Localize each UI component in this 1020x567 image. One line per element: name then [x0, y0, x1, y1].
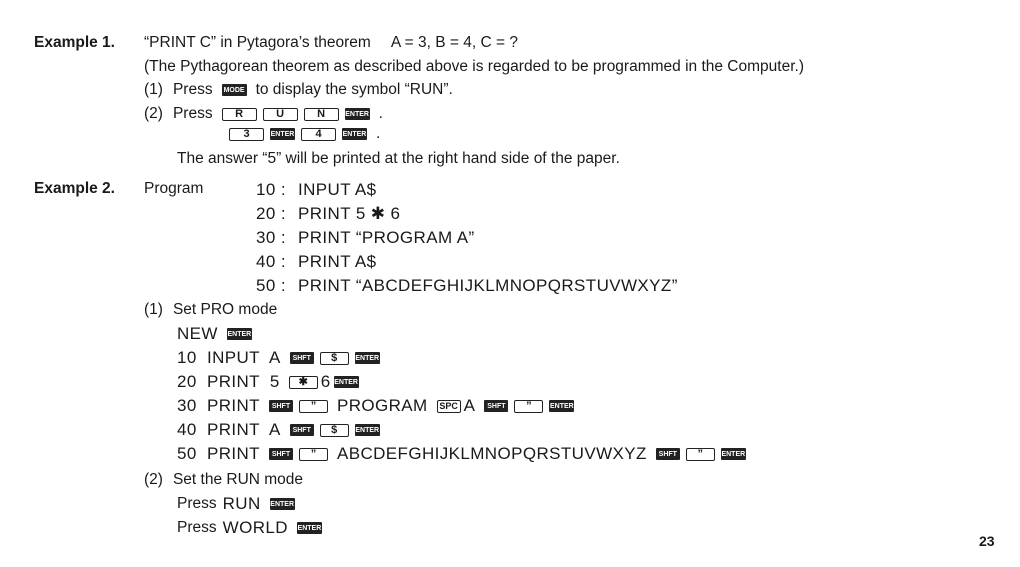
key-line-20: [177, 372, 362, 392]
r-key: R: [222, 108, 257, 121]
press-world-line: [177, 518, 325, 538]
line30-program: PROGRAM: [336, 396, 428, 415]
step-number: (1): [144, 81, 163, 98]
shift-key: SHFT: [269, 448, 293, 460]
line30-a: A: [463, 396, 476, 415]
program-line: [252, 250, 678, 274]
step-number: (2): [144, 105, 163, 122]
line-number: 50 :: [256, 276, 286, 295]
shift-key: SHFT: [290, 352, 314, 364]
step-number: (2): [144, 471, 163, 488]
u-key: U: [263, 108, 298, 121]
n-key: N: [304, 108, 339, 121]
line50-text: 50 PRINT: [177, 444, 260, 463]
run-command: RUN: [222, 494, 261, 513]
enter-key: ENTER: [270, 128, 295, 140]
program-listing: [252, 178, 678, 298]
example1-step2-row2: [226, 124, 380, 144]
example1-label: Example 1.: [34, 34, 115, 51]
line-code: PRINT 5 ✱ 6: [298, 204, 401, 223]
step1-text: to display the symbol “RUN”.: [255, 81, 453, 98]
enter-key: ENTER: [549, 400, 574, 412]
example2-step1: [144, 300, 277, 320]
press-run-line: [177, 494, 298, 514]
space-key: SPC: [437, 400, 461, 413]
period: .: [376, 125, 381, 142]
line-code: INPUT A$: [298, 180, 377, 199]
press-label: Press: [177, 519, 217, 536]
example1-title-line: [144, 33, 518, 53]
example1-equation: A = 3, B = 4, C = ?: [390, 34, 518, 51]
line-code: PRINT “ABCDEFGHIJKLMNOPQRSTUVWXYZ”: [298, 276, 678, 295]
enter-key: ENTER: [721, 448, 746, 460]
example1-note: (The Pythagorean theorem as described above is regarded to be programmed in the Computer.): [144, 58, 804, 75]
four-key: 4: [301, 128, 336, 141]
new-line: [177, 324, 255, 344]
line-code: PRINT A$: [298, 252, 377, 271]
line-number: 40 :: [256, 252, 286, 271]
page-number: 23: [979, 533, 995, 549]
period: .: [378, 105, 383, 122]
example1-title: “PRINT C” in Pytagora’s theorem: [144, 34, 371, 51]
step-number: (1): [144, 301, 163, 318]
enter-key: ENTER: [355, 424, 380, 436]
quote-key: ”: [514, 400, 543, 413]
key-line-30: [177, 396, 577, 416]
program-line: [252, 178, 678, 202]
program-line: [252, 226, 678, 250]
line10-text: 10 INPUT A: [177, 348, 281, 367]
line30-text: 30 PRINT: [177, 396, 260, 415]
enter-key: ENTER: [227, 328, 252, 340]
program-label: Program: [144, 180, 204, 197]
step2-text: Set the RUN mode: [172, 471, 304, 488]
example2-label: Example 2.: [34, 180, 115, 197]
shift-key: SHFT: [290, 424, 314, 436]
example2-step2: [144, 470, 303, 490]
key-line-50: [177, 444, 749, 464]
shift-key: SHFT: [269, 400, 293, 412]
line-number: 10 :: [256, 180, 286, 199]
enter-key: ENTER: [342, 128, 367, 140]
line20-six: 6: [320, 372, 331, 391]
enter-key: ENTER: [345, 108, 370, 120]
mode-key: MODE: [222, 84, 247, 96]
shift-key: SHFT: [484, 400, 508, 412]
quote-key: ”: [299, 400, 328, 413]
enter-key: ENTER: [334, 376, 359, 388]
example1-answer: The answer “5” will be printed at the right hand side of the paper.: [177, 150, 620, 167]
line-code: PRINT “PROGRAM A”: [298, 228, 475, 247]
key-line-10: [177, 348, 383, 368]
press-label: Press: [177, 495, 217, 512]
enter-key: ENTER: [270, 498, 295, 510]
line20-text: 20 PRINT 5: [177, 372, 280, 391]
step1-text: Set PRO mode: [172, 301, 278, 318]
example1-step1: [144, 80, 453, 100]
line-number: 30 :: [256, 228, 286, 247]
new-command: NEW: [177, 324, 218, 343]
key-line-40: [177, 420, 383, 440]
world-command: WORLD: [222, 518, 288, 537]
quote-key: ”: [299, 448, 328, 461]
line50-alphabet: ABCDEFGHIJKLMNOPQRSTUVWXYZ: [336, 444, 647, 463]
shift-key: SHFT: [656, 448, 680, 460]
three-key: 3: [229, 128, 264, 141]
dollar-key: $: [320, 352, 349, 365]
program-line: [252, 202, 678, 226]
program-line: [252, 274, 678, 298]
line-number: 20 :: [256, 204, 286, 223]
quote-key: ”: [686, 448, 715, 461]
example1-step2: [144, 104, 383, 124]
enter-key: ENTER: [297, 522, 322, 534]
multiply-key: ✱: [289, 376, 318, 389]
press-label: Press: [172, 81, 213, 98]
line40-text: 40 PRINT A: [177, 420, 281, 439]
dollar-key: $: [320, 424, 349, 437]
enter-key: ENTER: [355, 352, 380, 364]
press-label: Press: [172, 105, 213, 122]
